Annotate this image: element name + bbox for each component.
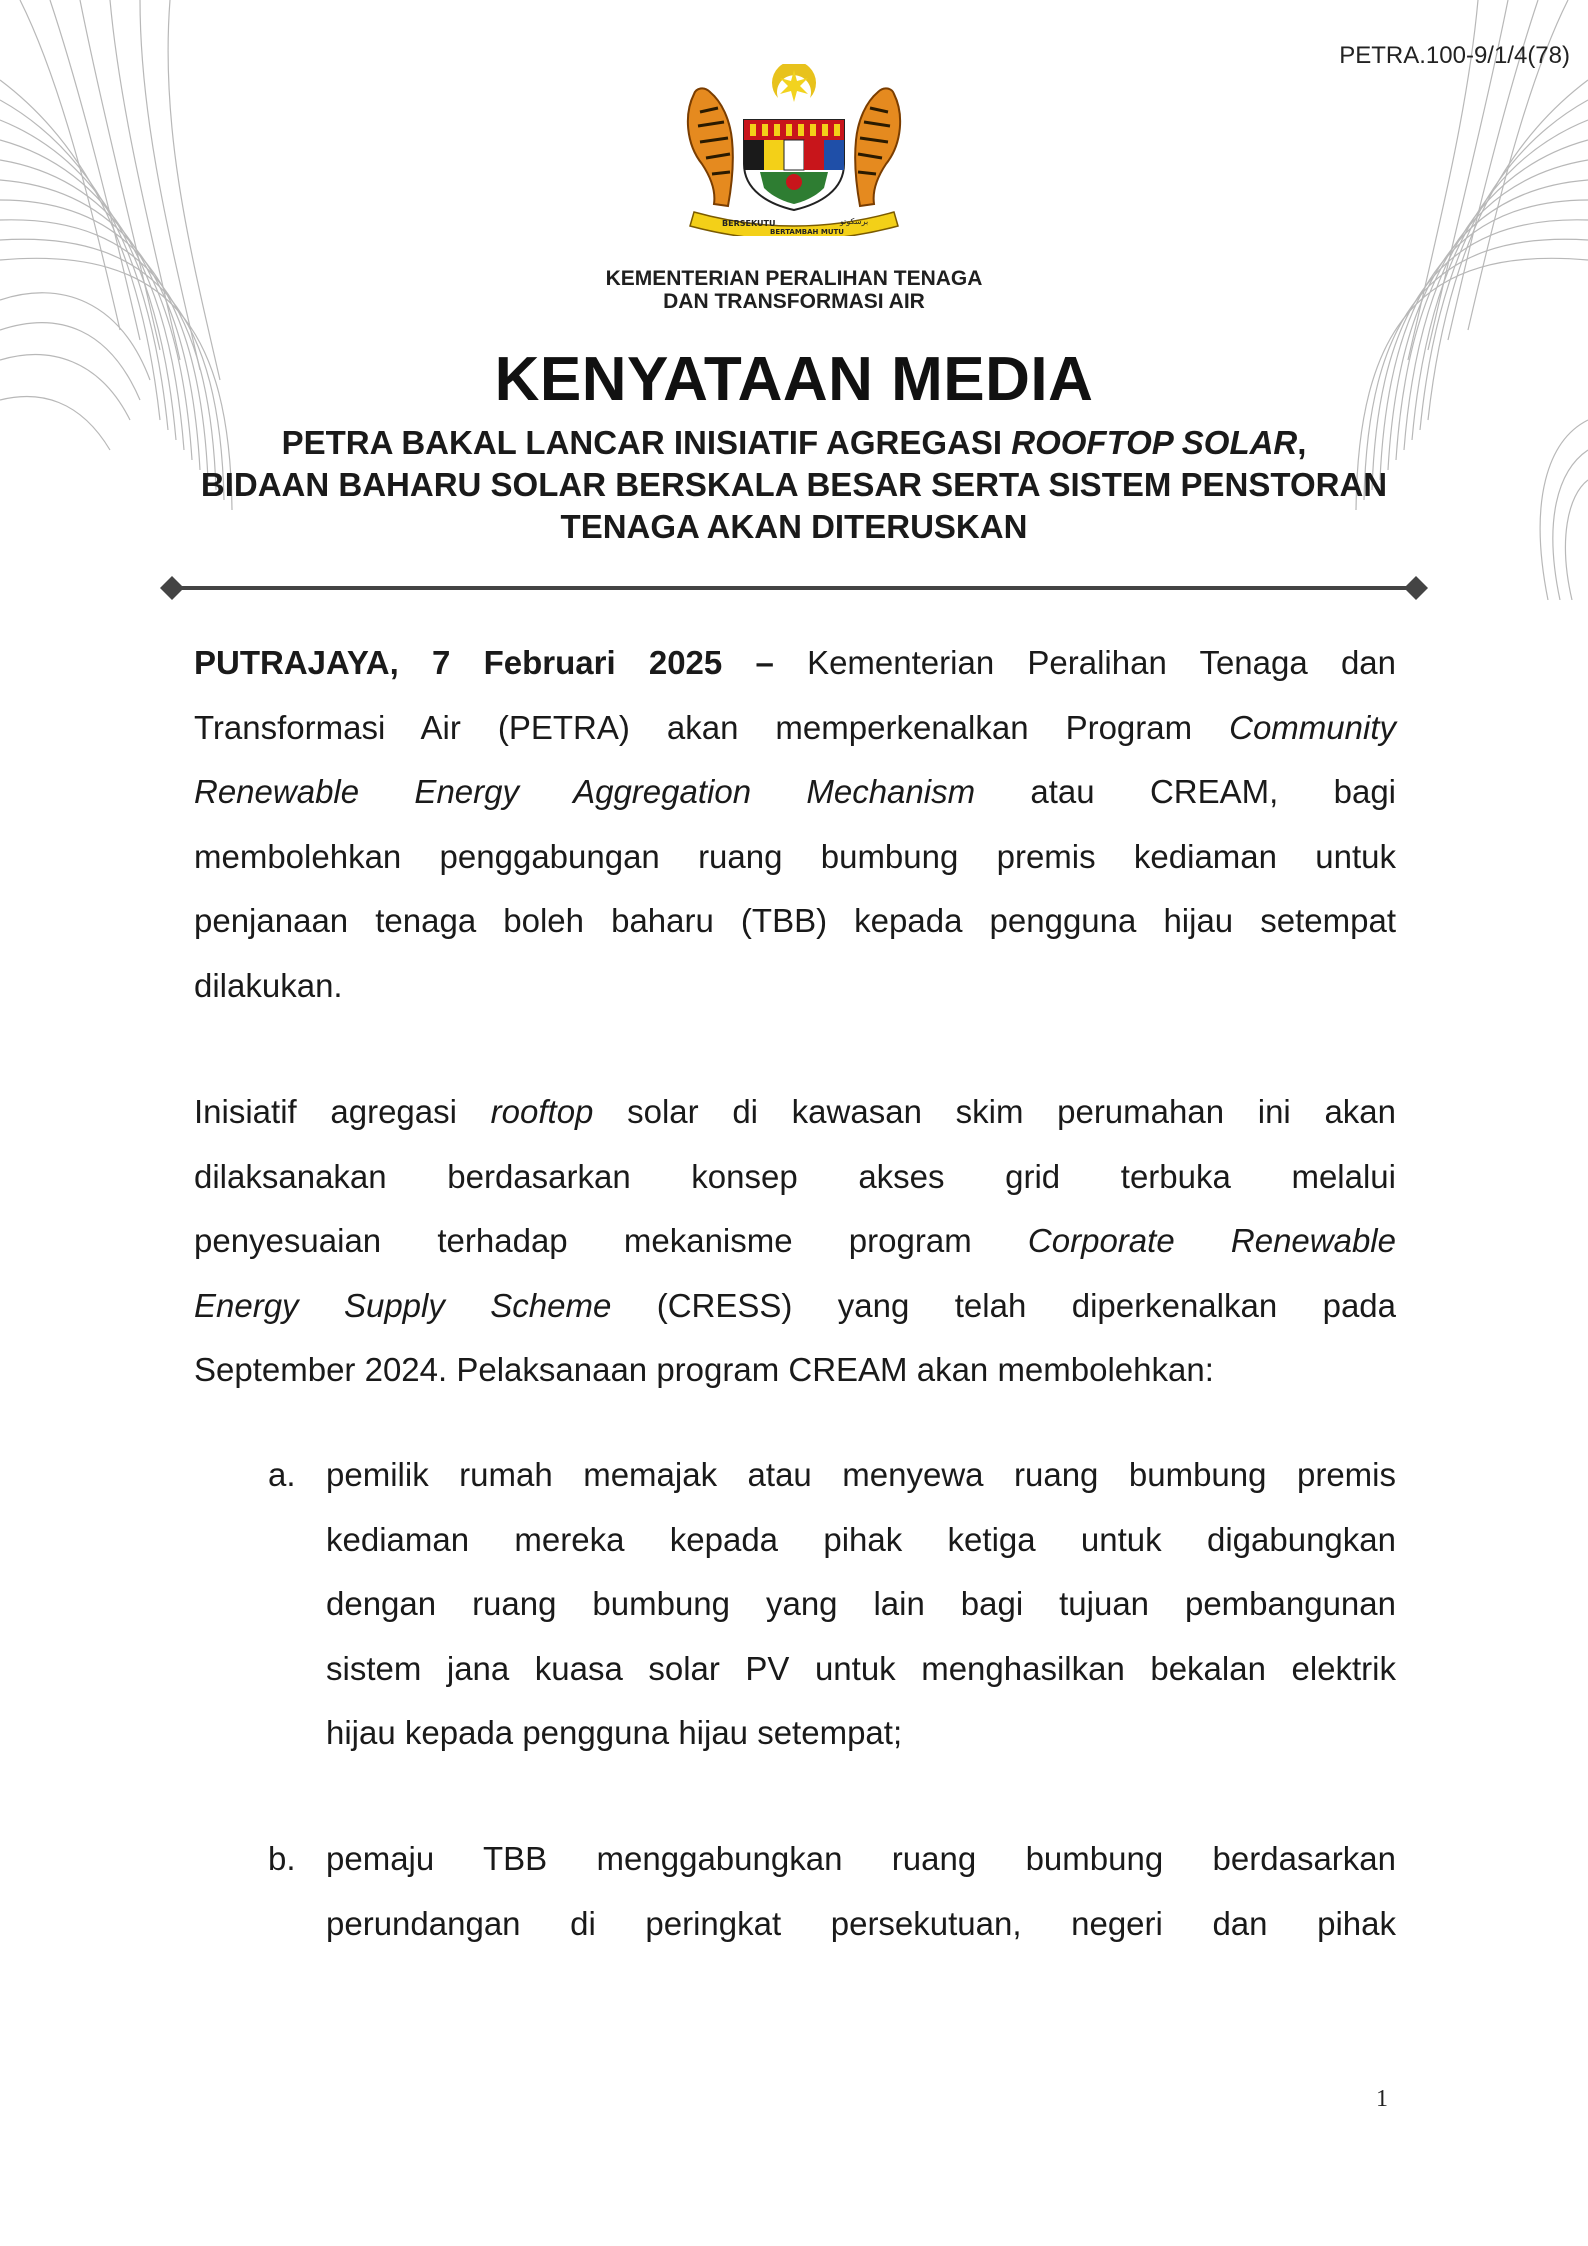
crest-banner-left: BERSEKUTU [722,219,776,228]
paragraph-2: Inisiatif agregasi rooftop solar di kawasan skim perumahan ini akan dilaksanakan berdasarkan konsep akses grid terbuka melalui penyesuaian terhadap mekanisme program Corporate Renewable Energy Supply Scheme (CRESS) yang telah diperkenalkan pada September 2024. Pelaksanaan program CREAM akan membolehkan: [194,1093,1397,1389]
crest-banner-right: برسکوتو [840,217,869,226]
dateline: PUTRAJAYA, 7 Februari 2025 – [194,644,774,681]
headline-line1: PETRA BAKAL LANCAR INISIATIF AGREGASI ROOFTOP SOLAR, [281,424,1307,461]
list-marker: a. [268,1456,296,1493]
headline [100,422,1488,548]
ministry-name-line1: KEMENTERIAN PERALIHAN TENAGA [605,267,983,290]
paragraph-1: PUTRAJAYA, 7 Februari 2025 – Kementerian Peralihan Tenaga dan Transformasi Air (PETRA) akan memperkenalkan Program Community Renewable Energy Aggregation Mechanism atau CREAM, bagi membolehkan penggabungan ruang bumbung premis kediaman untuk penjanaan tenaga boleh baharu (TBB) kepada pengguna hijau setempat dilakukan. [194,644,1396,1004]
headline-line2: BIDAAN BAHARU SOLAR BERSKALA BESAR SERTA SISTEM PENSTORAN [200,466,1388,503]
document-reference-number: PETRA.100-9/1/4(78) [1339,42,1570,69]
document-title: KENYATAAN MEDIA [494,345,1094,414]
crest-banner-middle: BERTAMBAH MUTU [770,228,844,236]
coat-of-arms-emblem [674,64,914,236]
list-marker: b. [268,1840,296,1877]
title-divider [160,568,1428,608]
page-number: 1 [1376,2086,1388,2112]
ministry-name-line2: DAN TRANSFORMASI AIR [663,290,925,313]
headline-line3: TENAGA AKAN DITERUSKAN [560,508,1028,545]
